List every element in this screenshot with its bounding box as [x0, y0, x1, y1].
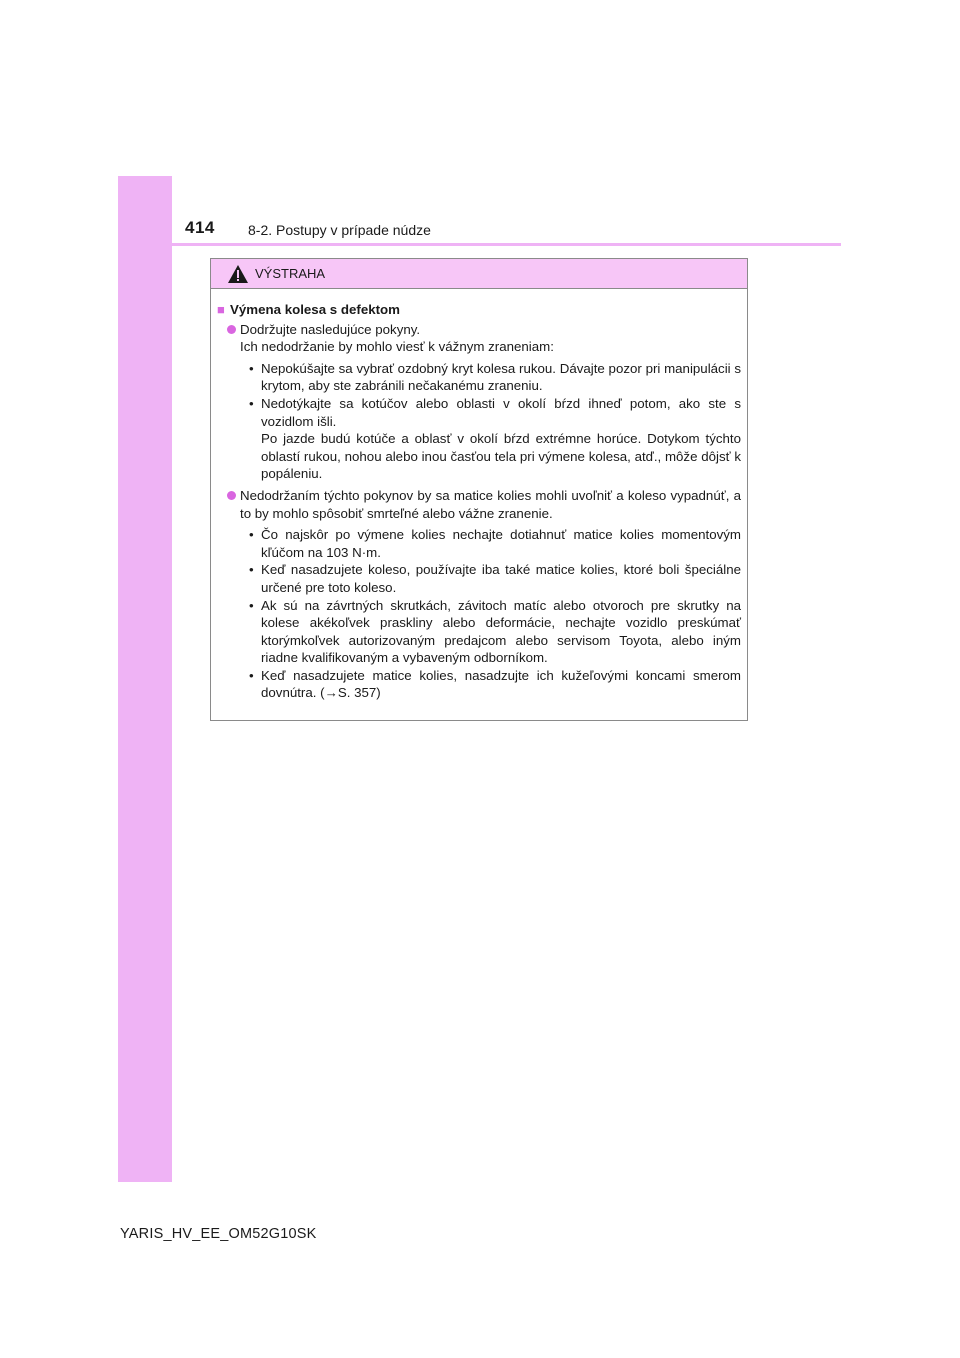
bullet-item: • Nepokúšajte sa vybrať ozdobný kryt kolesa rukou. Dávajte pozor pri manipulácii s krytom, aby ste zabránili nečakanému zraneniu.: [249, 360, 741, 395]
square-bullet-icon: ■: [217, 302, 225, 317]
bullet-list: [217, 526, 741, 702]
bullet-item: • Ak sú na závrtných skrutkách, závitoch matíc alebo otvoroch pre skrutky na kolese akékoľvek praskliny alebo deformácie, nechajte vozidlo preskúmať ktorýmkoľvek autorizovaným predajcom alebo servisom Toyota, alebo iným riadne kvalifikovaným a vybaveným odborníkom.: [249, 597, 741, 667]
round-bullet-icon: [227, 491, 236, 500]
warning-header: [211, 259, 747, 289]
warning-point: [217, 321, 741, 356]
round-bullet-icon: [227, 325, 236, 334]
warning-heading-text: Výmena kolesa s defektom: [230, 302, 400, 317]
bullet-item: • Nedotýkajte sa kotúčov alebo oblasti v okolí bŕzd ihneď potom, ako ste s vozidlom išli. Po jazde budú kotúče a oblasť v okolí bŕzd extrémne horúce. Dotykom týchto oblastí rukou, nohou alebo inou časťou tela pri výmene kolesa, atď., môže dôjsť k popáleniu.: [249, 395, 741, 483]
bullet-item: • Keď nasadzujete matice kolies, nasadzujte ich kužeľovými koncami smerom dovnútra. (→S. 357): [249, 667, 741, 702]
point-line: Dodržujte nasledujúce pokyny.: [240, 321, 421, 337]
warning-heading: [217, 301, 741, 319]
section-title: 8-2. Postupy v prípade núdze: [248, 222, 431, 238]
bullet-list: [217, 360, 741, 483]
warning-box: [210, 258, 748, 721]
warning-point: [217, 487, 741, 522]
point-line: Nedodržaním týchto pokynov by sa matice kolies mohli uvoľniť a koleso vypadnúť, a to by mohlo spôsobiť smrteľné alebo vážne zranenie.: [240, 487, 741, 521]
bullet-item: • Čo najskôr po výmene kolies nechajte dotiahnuť matice kolies momentovým kľúčom na 103 N·m.: [249, 526, 741, 561]
header-rule: [118, 243, 841, 246]
warning-body: [211, 289, 747, 702]
point-line: Ich nedodržanie by mohlo viesť k vážnym zraneniam:: [240, 339, 554, 355]
chapter-tab-bar: [118, 176, 172, 1182]
warning-triangle-icon: [227, 264, 249, 284]
warning-label: VÝSTRAHA: [255, 266, 326, 281]
document-code: YARIS_HV_EE_OM52G10SK: [120, 1226, 317, 1242]
bullet-item: • Keď nasadzujete koleso, používajte iba také matice kolies, ktoré boli špeciálne určené pre toto koleso.: [249, 561, 741, 596]
page-number: 414: [185, 218, 215, 237]
